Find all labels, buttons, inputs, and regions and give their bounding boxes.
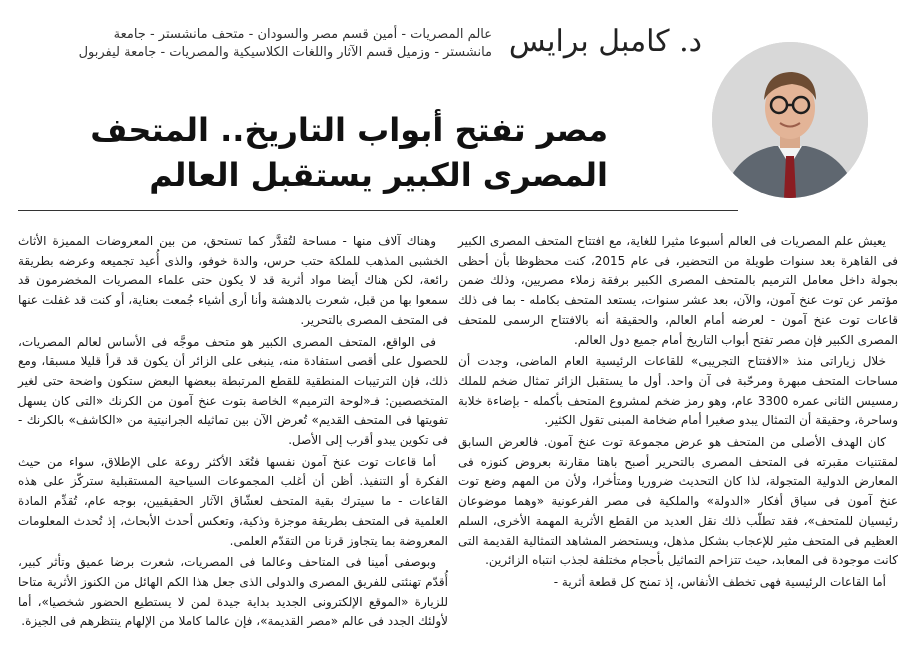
author-bio-line: مانشستر - وزميل قسم الآثار واللغات الكلاسيكية والمصريات - جامعة ليفربول <box>78 45 492 60</box>
paragraph: وبوصفى أمينا فى المتاحف وعالما فى المصريات، شعرت برضا عميق وتأثر كبير، أُقدّم تهنئتى للفريق المصرى والدولى الذى جعل هذا الكم الهائل من الكنوز الأثرية متاحا للزيارة «الموقع الإلكترونى الجديد بداية جيدة لمن لا يستطيع الحضور شخصيا»، أما لأولئك الجدد فى عالم «مصر القديمة»، فإن عالما كاملا من الإلهام ينتظرهم فى الجيزة. <box>18 555 448 629</box>
article-column-left <box>18 232 448 634</box>
paragraph: فى الواقع، المتحف المصرى الكبير هو متحف موجَّه فى الأساس لعالم المصريات، للحصول على أقصى استفادة منه، ينبغى على الزائر أن يكون قد قرأ قليلا مسبقا، ومع ذلك، فإن الترتيبات المنطقية للقطع المرتبطة ببعضها البعض ستكون واضحة حتى لغير المتخصصين: فـ«لوحة الترميم» الخاصة بتوت عنخ آمون من الكرنك «التى كان يسهل تفويتها فى المتحف القديم» تُعرض الآن بين تماثيله الجرانيتية من «الكاشف» بالكرنك - فى تكوين يبدو أقرب إلى الأصل. <box>18 334 448 448</box>
paragraph: كان الهدف الأصلى من المتحف هو عرض مجموعة توت عنخ آمون. فالعرض السابق لمقتنيات مقبرته فى المتحف المصرى بالتحرير أصبح باهتا مقارنة بعروض كنوزه فى المعارض الدولية المتجولة، لذا كان التحديث ضروريا ومتأخرا، ولأن من المهم وضع توت عنخ آمون فى سياق أفكار «الدولة» والملكية فى مصر الفرعونية «وهما موضوعان رئيسيان للمتحف»، فقد تطلّب ذلك نقل العديد من القطع الأثرية المهمة الأخرى، السلم العظيم فى المتحف مثير للإعجاب بشكل مذهل، ويستحضر المشاهد التمثالية القديمة التى كانت موجودة فى المعابد، حيث تتزاحم التماثيل بأحجام مختلفة لجذب انتباه الزائرين. <box>458 435 898 568</box>
paragraph: خلال زياراتى منذ «الافتتاح التجريبى» للقاعات الرئيسية العام الماضى، وجدت أن مساحات المتحف مبهرة ومرحّبة فى آن واحد. أول ما يستقبل الزائر تمثال ضخم للملك رمسيس الثانى عمره 3300 عام، وهو رمز ضخم لمشروع المتحف بأكمله - بإضاءة خلابة وساحرة، وحقيقة أن التمثال يبدو صغيرا أمام ضخامة المبنى تقول الكثير. <box>458 354 899 428</box>
paragraph: وهناك آلاف منها - مساحة لتُقدَّر كما تستحق، من بين المعروضات المميزة الأثاث الخشبى المذهب للملكة حتب حرس، والدة خوفو، والذى أُعيد تجميعه وعرضه بطريقة رائعة، لكن هناك أيضا مواد أثرية قد لا يكون حتى علماء المصريات المخضرمون قد سمعوا بها من قبل، شعرت بالدهشة وأنا أرى أشياء جُمعت بعناية، أو كنت قد غفلت عنها فى المتحف المصرى بالتحرير. <box>18 234 448 327</box>
author-photo <box>712 42 868 198</box>
headline-line: مصر تفتح أبواب التاريخ.. المتحف <box>90 111 608 149</box>
author-name: د. كامبل برايس <box>508 24 702 59</box>
paragraph: أما قاعات توت عنخ آمون نفسها فتُعَد الأكثر روعة على الإطلاق، سواء من حيث الفكرة أو التنفيذ. أظن أن أغلب المجموعات السياحية المستقبلية ستركّز على هذه القاعات - ما سيترك بقية المتحف لعشّاق الآثار الحقيقيين، بوجه عام، تُقدِّم المادة العلمية فى المتحف بطريقة موجزة وذكية، وتعكس أحدث الأبحاث، إذ تُحدث المعلومات المعروضة بما يتجاوز قرنا من التقدّم العلمى. <box>18 454 448 548</box>
author-bio-line: عالم المصريات - أمين قسم مصر والسودان - متحف مانشستر - جامعة <box>113 27 492 42</box>
headline-line: المصرى الكبير يستقبل العالم <box>149 156 608 194</box>
article-headline <box>90 108 608 198</box>
portrait-image <box>712 42 868 198</box>
paragraph: أما القاعات الرئيسية فهى تخطف الأنفاس، إذ تمنح كل قطعة أثرية - <box>553 574 886 589</box>
author-bio <box>18 26 492 62</box>
header-divider <box>18 210 738 211</box>
paragraph: يعيش علم المصريات فى العالم أسبوعا مثيرا للغاية، مع افتتاح المتحف المصرى الكبير فى القاهرة بعد سنوات طويلة من التحضير، فى عام 2015، كنت محظوظا بأن أحظى بجولة داخل معامل الترميم بالمتحف المصرى الكبير برفقة زملاء مصريين، وذلك ضمن مؤتمر عن توت عنخ آمون، والآن، بعد عشر سنوات، يستعد المتحف بكامله - بما فى ذلك قاعات توت عنخ آمون - لعرضه أمام العالم، والحقيقة أنه بالافتتاح الرسمى للمتحف المصرى الكبير فإن مصر تفتح أبواب التاريخ أمام جميع دول العالم. <box>458 234 899 347</box>
article-column-right <box>458 232 898 595</box>
